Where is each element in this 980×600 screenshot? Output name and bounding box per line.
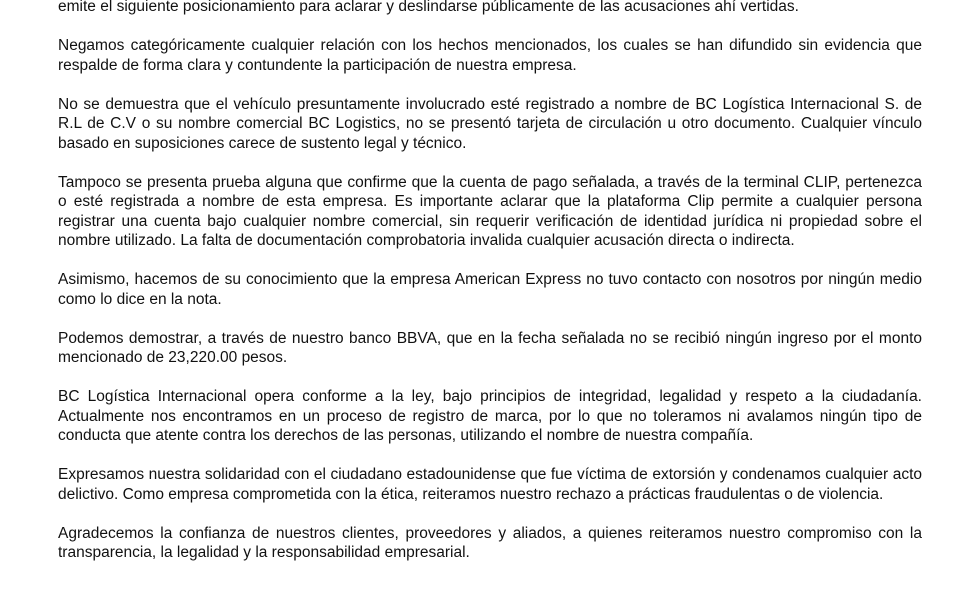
- paragraph-bank: Podemos demostrar, a través de nuestro banco BBVA, que en la fecha señalada no se recibió ningún ingreso por el monto mencionado de 23,220.00 pesos.: [58, 329, 922, 366]
- paragraph-vehicle: No se demuestra que el vehículo presuntamente involucrado esté registrado a nombre de BC Logística Internacional S. de R.L de C.V o su nombre comercial BC Logistics, no se presentó tarjeta de circulación u otro documento. Cualquier vínculo basado en suposiciones carece de sustento legal y técnico.: [58, 95, 922, 152]
- paragraph-thanks: Agradecemos la confianza de nuestros clientes, proveedores y aliados, a quienes reiteramos nuestro compromiso con la transparencia, la legalidad y la responsabilidad empresarial.: [58, 524, 922, 561]
- paragraph-solidarity: Expresamos nuestra solidaridad con el ciudadano estadounidense que fue víctima de extorsión y condenamos cualquier acto delictivo. Como empresa comprometida con la ética, reiteramos nuestro rechazo a prácticas fraudulentas o de violencia.: [58, 466, 922, 503]
- paragraph-denial: Negamos categóricamente cualquier relación con los hechos mencionados, los cuales se han difundido sin evidencia que respalde de forma clara y contundente la participación de nuestra empresa.: [58, 37, 922, 74]
- paragraph-american-express: Asimismo, hacemos de su conocimiento que la empresa American Express no tuvo contacto con nosotros por ningún medio como lo dice en la nota.: [58, 271, 922, 308]
- paragraph-legality: BC Logística Internacional opera conforme a la ley, bajo principios de integridad, legalidad y respeto a la ciudadanía. Actualmente nos encontramos en un proceso de registro de marca, por lo que no toleramos ni avalamos ningún tipo de conducta que atente contra los derechos de las personas, utilizando el nombre de nuestra compañía.: [58, 388, 922, 444]
- paragraph-intro: emite el siguiente posicionamiento para aclarar y deslindarse públicamente de las acusaciones ahí vertidas.: [58, 0, 799, 15]
- statement-body: [58, 0, 922, 582]
- paragraph-payment-account: Tampoco se presenta prueba alguna que confirme que la cuenta de pago señalada, a través de la terminal CLIP, pertenezca o esté registrada a nombre de esta empresa. Es importante aclarar que la plataforma Clip permite a cualquier persona registrar una cuenta bajo cualquier nombre comercial, sin requerir verificación de identidad jurídica ni propiedad sobre el nombre utilizado. La falta de documentación comprobatoria invalida cualquier acusación directa o indirecta.: [58, 173, 922, 249]
